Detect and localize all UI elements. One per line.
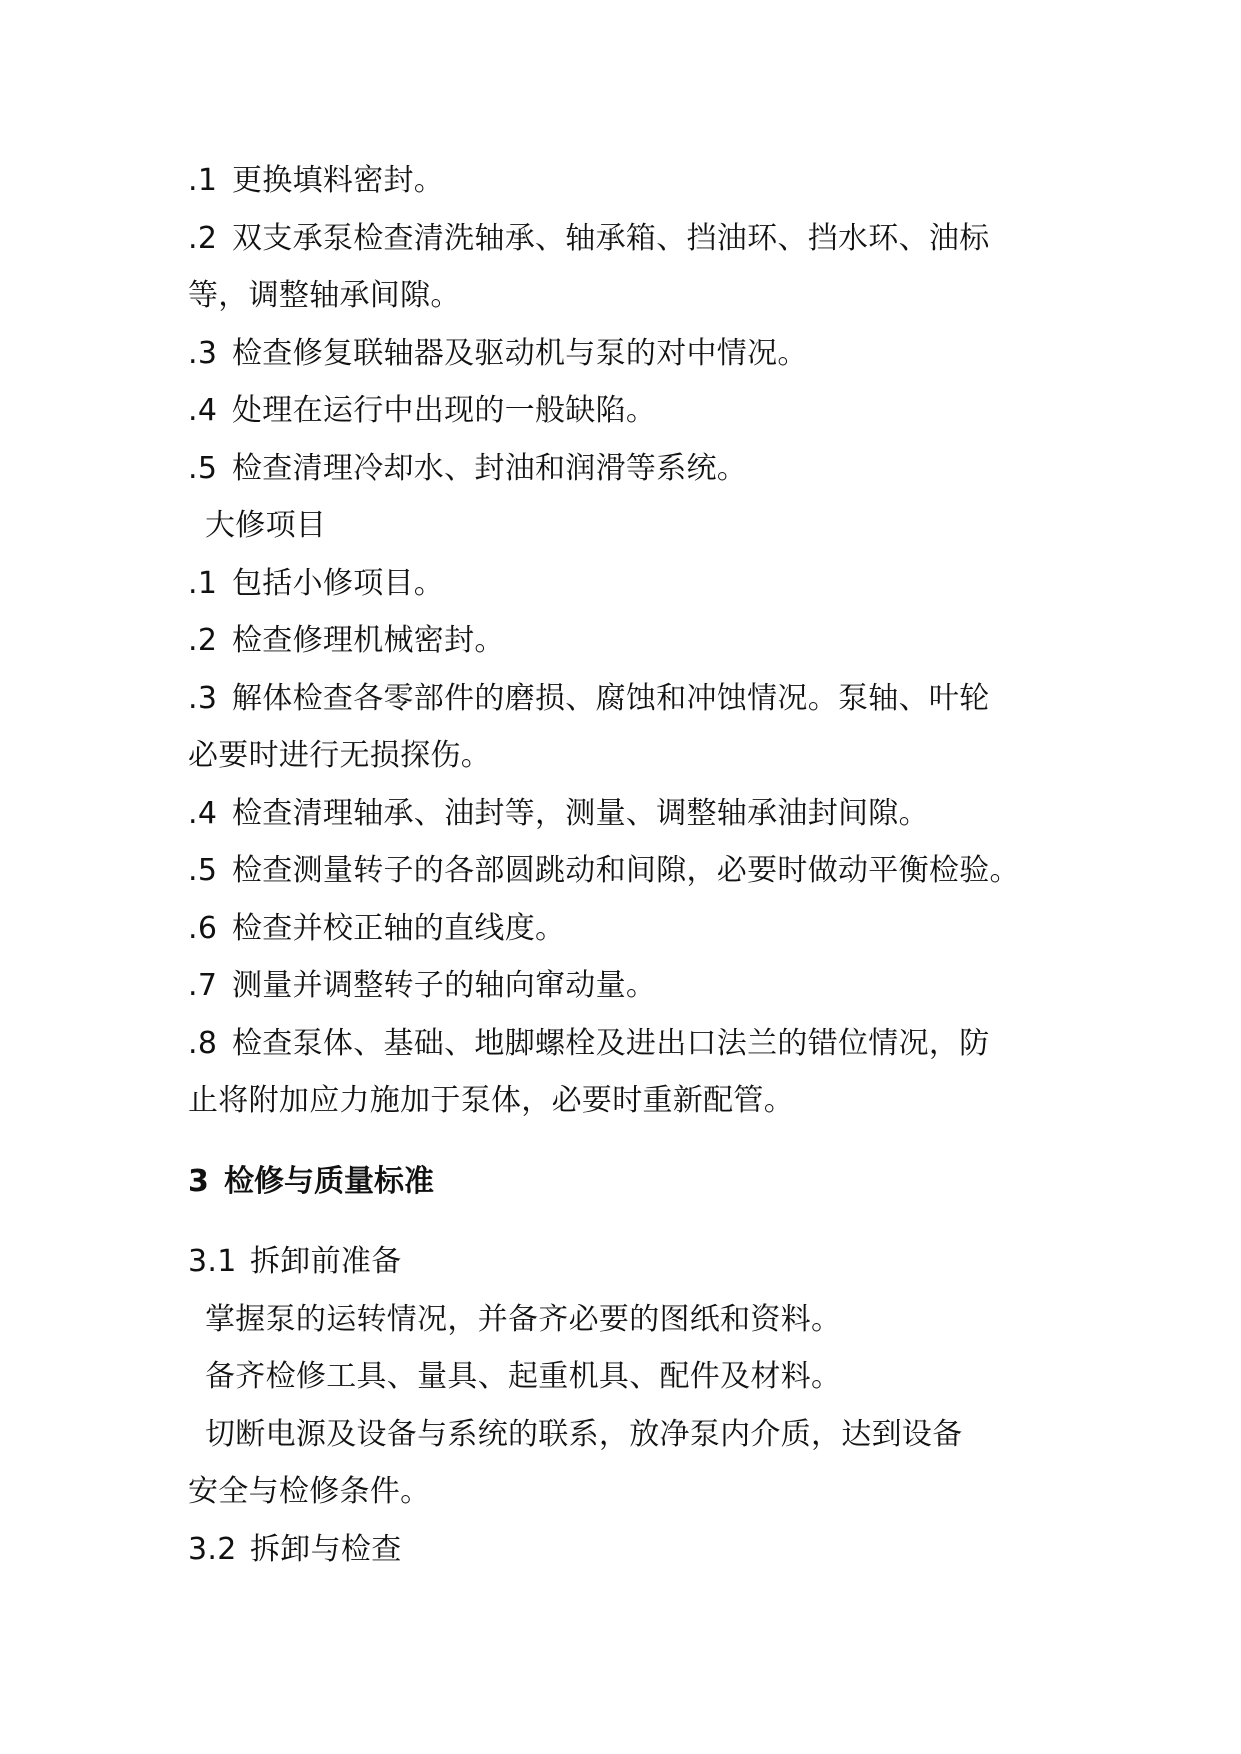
item-text-continuation: 止将附加应力施加于泵体，必要时重新配管。: [188, 1083, 794, 1118]
item-number: .6: [188, 910, 218, 946]
minor-item-4: [188, 382, 1068, 440]
item-number: .8: [188, 1025, 218, 1061]
minor-item-3: [188, 325, 1068, 383]
subsection-number: 3.2: [188, 1531, 237, 1567]
item-text: 双支承泵检查清洗轴承、轴承箱、挡油环、挡水环、油标: [232, 220, 990, 256]
major-repair-title: 大修项目: [205, 508, 327, 543]
item-text: 检查测量转子的各部圆跳动和间隙，必要时做动平衡检验。: [232, 853, 1020, 888]
major-item-5: [188, 842, 1068, 900]
item-text: 检查泵体、基础、地脚螺栓及进出口法兰的错位情况，防: [232, 1025, 990, 1061]
item-text-continuation: 必要时进行无损探伤。: [188, 738, 491, 773]
prep-item-3: 切断电源及设备与系统的联系，放净泵内介质，达到设备: [205, 1416, 963, 1452]
item-text: 测量并调整转子的轴向窜动量。: [232, 968, 657, 1003]
item-number: .1: [188, 565, 218, 601]
major-item-6: [188, 900, 1068, 958]
item-text: 包括小修项目。: [232, 565, 445, 601]
major-item-4: [188, 785, 1068, 843]
document-content: [188, 152, 1068, 1578]
subsection-number: 3.1: [188, 1244, 237, 1279]
item-text: 处理在运行中出现的一般缺陷。: [232, 393, 657, 428]
minor-item-5: [188, 440, 1068, 498]
item-number: .2: [188, 220, 218, 256]
item-number: .1: [188, 163, 218, 198]
section-title: 检修与质量标准: [224, 1163, 434, 1199]
major-item-8-continuation: [188, 1072, 1068, 1130]
item-text: 检查修复联轴器及驱动机与泵的对中情况。: [232, 335, 808, 371]
item-number: .3: [188, 680, 218, 716]
major-item-7: [188, 957, 1068, 1015]
major-item-3-continuation: [188, 727, 1068, 785]
item-number: .2: [188, 623, 218, 658]
item-text-continuation: 等，调整轴承间隙。: [188, 278, 461, 313]
major-item-2: [188, 612, 1068, 670]
minor-item-2-continuation: [188, 267, 1068, 325]
prep-item-1: 掌握泵的运转情况，并备齐必要的图纸和资料。: [205, 1301, 842, 1337]
major-item-1: [188, 555, 1068, 613]
section-number: 3: [188, 1163, 209, 1199]
major-item-8: [188, 1015, 1068, 1073]
minor-item-2: [188, 210, 1068, 268]
item-number: .5: [188, 853, 218, 888]
prep-item-3-continuation: 安全与检修条件。: [188, 1474, 431, 1509]
subsection-title: 拆卸前准备: [250, 1244, 402, 1279]
item-number: .7: [188, 968, 218, 1003]
subsection-heading-3-2: [188, 1521, 1068, 1579]
item-text: 更换填料密封。: [232, 163, 445, 198]
item-text: 检查并校正轴的直线度。: [232, 910, 566, 946]
item-text: 解体检查各零部件的磨损、腐蚀和冲蚀情况。泵轴、叶轮: [232, 680, 990, 716]
item-text: 检查清理冷却水、封油和润滑等系统。: [232, 450, 748, 486]
item-number: .5: [188, 450, 218, 486]
subsection-title: 拆卸与检查: [250, 1531, 402, 1567]
item-number: .3: [188, 335, 218, 371]
item-text: 检查修理机械密封。: [232, 623, 505, 658]
item-number: .4: [188, 393, 218, 428]
section-heading: [188, 1153, 1068, 1211]
item-text: 检查清理轴承、油封等，测量、调整轴承油封间隙。: [232, 795, 929, 831]
item-number: .4: [188, 795, 218, 831]
major-item-3: [188, 670, 1068, 728]
prep-item-2: 备齐检修工具、量具、起重机具、配件及材料。: [205, 1359, 842, 1394]
minor-item-1: [188, 152, 1068, 210]
subsection-heading-3-1: [188, 1233, 1068, 1291]
